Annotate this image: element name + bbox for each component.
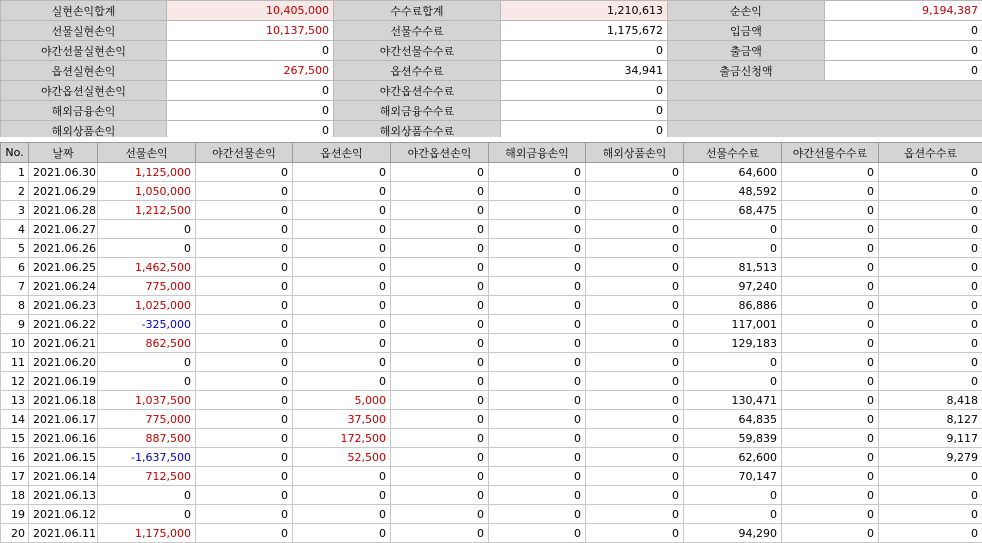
date-cell: 2021.06.25: [29, 258, 98, 277]
value-cell: 0: [782, 448, 879, 467]
row-number: 11: [1, 353, 29, 372]
value-cell: 0: [782, 220, 879, 239]
value-cell: 0: [879, 372, 982, 391]
value-cell: 0: [586, 505, 684, 524]
value-cell: 0: [879, 505, 982, 524]
value-cell: 0: [391, 410, 489, 429]
table-row[interactable]: [1, 258, 982, 277]
summary-value: 0: [825, 61, 982, 81]
column-header[interactable]: 옵션수수료: [879, 143, 982, 163]
date-cell: 2021.06.26: [29, 239, 98, 258]
value-cell: -1,637,500: [98, 448, 196, 467]
table-row[interactable]: [1, 353, 982, 372]
summary-value: 0: [825, 21, 982, 41]
summary-label: 해외금융수수료: [334, 101, 501, 121]
row-number: 5: [1, 239, 29, 258]
row-number: 19: [1, 505, 29, 524]
value-cell: 0: [196, 182, 293, 201]
summary-label: 선물실현손익: [1, 21, 167, 41]
value-cell: 0: [586, 296, 684, 315]
value-cell: 0: [782, 429, 879, 448]
value-cell: 0: [586, 220, 684, 239]
value-cell: 0: [196, 448, 293, 467]
value-cell: 0: [684, 505, 782, 524]
value-cell: 0: [489, 182, 586, 201]
table-row[interactable]: [1, 448, 982, 467]
value-cell: 0: [196, 486, 293, 505]
value-cell: 0: [586, 448, 684, 467]
table-row[interactable]: [1, 505, 982, 524]
value-cell: 0: [586, 163, 684, 182]
table-row[interactable]: [1, 429, 982, 448]
value-cell: 0: [196, 505, 293, 524]
value-cell: 70,147: [684, 467, 782, 486]
value-cell: 0: [489, 372, 586, 391]
value-cell: 0: [391, 201, 489, 220]
date-cell: 2021.06.20: [29, 353, 98, 372]
value-cell: 0: [293, 277, 391, 296]
summary-row: [1, 41, 982, 61]
value-cell: 0: [293, 220, 391, 239]
value-cell: 0: [879, 201, 982, 220]
date-cell: 2021.06.12: [29, 505, 98, 524]
value-cell: 0: [684, 353, 782, 372]
value-cell: 0: [782, 334, 879, 353]
value-cell: 8,418: [879, 391, 982, 410]
table-row[interactable]: [1, 182, 982, 201]
value-cell: 0: [489, 429, 586, 448]
value-cell: 0: [489, 296, 586, 315]
value-cell: 0: [586, 467, 684, 486]
value-cell: 0: [586, 353, 684, 372]
summary-label: 해외상품수수료: [334, 121, 501, 141]
value-cell: 0: [782, 315, 879, 334]
value-cell: 0: [489, 239, 586, 258]
value-cell: 0: [879, 277, 982, 296]
value-cell: 130,471: [684, 391, 782, 410]
summary-value: 1,210,613: [501, 1, 668, 21]
summary-label: 실현손익합계: [1, 1, 167, 21]
summary-value: 267,500: [167, 61, 334, 81]
summary-label: 야간선물수수료: [334, 41, 501, 61]
value-cell: 9,279: [879, 448, 982, 467]
value-cell: 1,462,500: [98, 258, 196, 277]
table-row[interactable]: [1, 410, 982, 429]
table-row[interactable]: [1, 163, 982, 182]
value-cell: 0: [586, 201, 684, 220]
date-cell: 2021.06.27: [29, 220, 98, 239]
value-cell: 0: [782, 258, 879, 277]
value-cell: 0: [489, 334, 586, 353]
value-cell: 0: [782, 486, 879, 505]
value-cell: 0: [293, 467, 391, 486]
value-cell: 0: [489, 467, 586, 486]
value-cell: 0: [196, 391, 293, 410]
date-cell: 2021.06.18: [29, 391, 98, 410]
date-cell: 2021.06.21: [29, 334, 98, 353]
value-cell: 0: [196, 163, 293, 182]
value-cell: 48,592: [684, 182, 782, 201]
summary-value: 0: [501, 41, 668, 61]
date-cell: 2021.06.22: [29, 315, 98, 334]
value-cell: 0: [391, 524, 489, 543]
value-cell: 0: [586, 372, 684, 391]
table-row[interactable]: [1, 486, 982, 505]
value-cell: 0: [293, 315, 391, 334]
row-number: 20: [1, 524, 29, 543]
value-cell: 0: [684, 372, 782, 391]
value-cell: 0: [196, 372, 293, 391]
value-cell: 117,001: [684, 315, 782, 334]
summary-empty-cell: [668, 101, 982, 121]
column-header[interactable]: 야간선물손익: [196, 143, 293, 163]
value-cell: 0: [391, 258, 489, 277]
value-cell: 172,500: [293, 429, 391, 448]
value-cell: 0: [196, 296, 293, 315]
row-number: 18: [1, 486, 29, 505]
summary-label: 해외상품손익: [1, 121, 167, 141]
value-cell: 0: [782, 467, 879, 486]
value-cell: 0: [293, 486, 391, 505]
row-number: 1: [1, 163, 29, 182]
value-cell: 0: [196, 410, 293, 429]
value-cell: 0: [879, 486, 982, 505]
summary-label: 입금액: [668, 21, 825, 41]
summary-row: [1, 21, 982, 41]
value-cell: 0: [391, 448, 489, 467]
value-cell: 0: [489, 220, 586, 239]
date-cell: 2021.06.19: [29, 372, 98, 391]
summary-value: 10,405,000: [167, 1, 334, 21]
table-row[interactable]: [1, 239, 982, 258]
value-cell: 129,183: [684, 334, 782, 353]
value-cell: 0: [489, 201, 586, 220]
value-cell: 0: [196, 524, 293, 543]
date-cell: 2021.06.13: [29, 486, 98, 505]
value-cell: 0: [98, 239, 196, 258]
row-number: 13: [1, 391, 29, 410]
summary-value: 0: [167, 101, 334, 121]
value-cell: 0: [391, 334, 489, 353]
value-cell: 0: [879, 467, 982, 486]
daily-pnl-table: [0, 142, 982, 543]
value-cell: 0: [293, 201, 391, 220]
value-cell: 0: [782, 277, 879, 296]
value-cell: 62,600: [684, 448, 782, 467]
value-cell: 0: [391, 467, 489, 486]
value-cell: 0: [98, 353, 196, 372]
value-cell: 0: [489, 524, 586, 543]
value-cell: 0: [586, 258, 684, 277]
value-cell: 0: [391, 239, 489, 258]
value-cell: 0: [782, 163, 879, 182]
value-cell: 775,000: [98, 410, 196, 429]
date-cell: 2021.06.28: [29, 201, 98, 220]
value-cell: 68,475: [684, 201, 782, 220]
value-cell: 64,600: [684, 163, 782, 182]
date-cell: 2021.06.11: [29, 524, 98, 543]
column-header[interactable]: 선물손익: [98, 143, 196, 163]
summary-value: 1,175,672: [501, 21, 668, 41]
summary-value: 0: [167, 41, 334, 61]
value-cell: 0: [391, 486, 489, 505]
row-number: 14: [1, 410, 29, 429]
value-cell: 0: [391, 353, 489, 372]
summary-row: [1, 101, 982, 121]
table-row[interactable]: [1, 372, 982, 391]
summary-value: 0: [501, 81, 668, 101]
row-number: 16: [1, 448, 29, 467]
value-cell: 94,290: [684, 524, 782, 543]
value-cell: 0: [879, 296, 982, 315]
value-cell: 0: [391, 505, 489, 524]
value-cell: 97,240: [684, 277, 782, 296]
row-number: 6: [1, 258, 29, 277]
value-cell: 0: [782, 239, 879, 258]
row-number: 7: [1, 277, 29, 296]
column-header[interactable]: 해외상품손익: [586, 143, 684, 163]
value-cell: 0: [489, 448, 586, 467]
value-cell: 81,513: [684, 258, 782, 277]
summary-label: 선물수수료: [334, 21, 501, 41]
summary-value: 10,137,500: [167, 21, 334, 41]
value-cell: 0: [391, 220, 489, 239]
column-header[interactable]: 선물수수료: [684, 143, 782, 163]
value-cell: 0: [879, 163, 982, 182]
value-cell: 1,037,500: [98, 391, 196, 410]
row-number: 15: [1, 429, 29, 448]
value-cell: 0: [489, 391, 586, 410]
summary-table: [0, 0, 982, 141]
value-cell: 0: [782, 201, 879, 220]
value-cell: 0: [782, 505, 879, 524]
value-cell: 0: [489, 486, 586, 505]
value-cell: 5,000: [293, 391, 391, 410]
summary-value: 0: [501, 101, 668, 121]
summary-label: 출금신청액: [668, 61, 825, 81]
column-header[interactable]: No.: [1, 143, 29, 163]
summary-label: 야간옵션실현손익: [1, 81, 167, 101]
value-cell: 0: [489, 163, 586, 182]
value-cell: 37,500: [293, 410, 391, 429]
summary-empty-cell: [668, 81, 982, 101]
value-cell: 0: [782, 353, 879, 372]
table-row[interactable]: [1, 277, 982, 296]
value-cell: 0: [196, 258, 293, 277]
value-cell: 0: [782, 372, 879, 391]
column-header[interactable]: 해외금융손익: [489, 143, 586, 163]
value-cell: 0: [196, 467, 293, 486]
value-cell: 1,025,000: [98, 296, 196, 315]
column-header[interactable]: 야간선물수수료: [782, 143, 879, 163]
date-cell: 2021.06.14: [29, 467, 98, 486]
summary-value: 0: [167, 81, 334, 101]
row-number: 8: [1, 296, 29, 315]
value-cell: 0: [391, 296, 489, 315]
value-cell: 0: [879, 182, 982, 201]
value-cell: 0: [196, 429, 293, 448]
value-cell: 0: [879, 315, 982, 334]
table-row[interactable]: [1, 315, 982, 334]
value-cell: 0: [391, 315, 489, 334]
value-cell: 0: [391, 391, 489, 410]
table-row[interactable]: [1, 201, 982, 220]
value-cell: 0: [586, 315, 684, 334]
row-number: 9: [1, 315, 29, 334]
row-number: 3: [1, 201, 29, 220]
row-number: 4: [1, 220, 29, 239]
value-cell: 0: [879, 524, 982, 543]
value-cell: 0: [879, 239, 982, 258]
date-cell: 2021.06.15: [29, 448, 98, 467]
value-cell: 9,117: [879, 429, 982, 448]
summary-label: 야간옵션수수료: [334, 81, 501, 101]
value-cell: 0: [586, 277, 684, 296]
summary-row: [1, 81, 982, 101]
value-cell: 0: [293, 505, 391, 524]
value-cell: 0: [98, 372, 196, 391]
value-cell: 0: [196, 239, 293, 258]
value-cell: 0: [196, 334, 293, 353]
value-cell: 0: [293, 182, 391, 201]
value-cell: 0: [98, 505, 196, 524]
summary-label: 옵션실현손익: [1, 61, 167, 81]
value-cell: 0: [293, 524, 391, 543]
value-cell: 775,000: [98, 277, 196, 296]
date-cell: 2021.06.17: [29, 410, 98, 429]
table-row[interactable]: [1, 296, 982, 315]
table-row[interactable]: [1, 391, 982, 410]
row-number: 10: [1, 334, 29, 353]
summary-value: 34,941: [501, 61, 668, 81]
value-cell: 0: [782, 410, 879, 429]
value-cell: 0: [293, 353, 391, 372]
value-cell: 0: [196, 220, 293, 239]
value-cell: 86,886: [684, 296, 782, 315]
summary-row: [1, 1, 982, 21]
date-cell: 2021.06.24: [29, 277, 98, 296]
value-cell: 887,500: [98, 429, 196, 448]
value-cell: 0: [684, 239, 782, 258]
value-cell: 0: [196, 277, 293, 296]
value-cell: 0: [782, 524, 879, 543]
summary-label: 해외금융손익: [1, 101, 167, 121]
value-cell: 0: [391, 163, 489, 182]
value-cell: 0: [586, 391, 684, 410]
value-cell: 0: [98, 220, 196, 239]
value-cell: 0: [293, 239, 391, 258]
value-cell: 64,835: [684, 410, 782, 429]
column-header[interactable]: 날짜: [29, 143, 98, 163]
value-cell: 862,500: [98, 334, 196, 353]
summary-label: 순손익: [668, 1, 825, 21]
value-cell: 0: [489, 353, 586, 372]
value-cell: 0: [586, 429, 684, 448]
row-number: 17: [1, 467, 29, 486]
summary-label: 수수료합계: [334, 1, 501, 21]
column-header[interactable]: 야간옵션손익: [391, 143, 489, 163]
value-cell: 0: [489, 258, 586, 277]
value-cell: 1,125,000: [98, 163, 196, 182]
value-cell: 0: [586, 334, 684, 353]
summary-value: 0: [167, 121, 334, 141]
summary-value: 9,194,387: [825, 1, 982, 21]
value-cell: 59,839: [684, 429, 782, 448]
value-cell: 0: [586, 486, 684, 505]
value-cell: 52,500: [293, 448, 391, 467]
date-cell: 2021.06.30: [29, 163, 98, 182]
value-cell: 0: [391, 372, 489, 391]
value-cell: 0: [293, 296, 391, 315]
summary-value: 0: [501, 121, 668, 141]
value-cell: 0: [879, 258, 982, 277]
value-cell: 0: [293, 258, 391, 277]
value-cell: 0: [782, 182, 879, 201]
value-cell: -325,000: [98, 315, 196, 334]
value-cell: 0: [293, 372, 391, 391]
value-cell: 0: [879, 353, 982, 372]
summary-label: 출금액: [668, 41, 825, 61]
value-cell: 0: [293, 334, 391, 353]
summary-value: 0: [825, 41, 982, 61]
table-row[interactable]: [1, 467, 982, 486]
table-row[interactable]: [1, 334, 982, 353]
value-cell: 0: [684, 486, 782, 505]
value-cell: 0: [879, 220, 982, 239]
value-cell: 1,175,000: [98, 524, 196, 543]
value-cell: 0: [489, 410, 586, 429]
value-cell: 1,212,500: [98, 201, 196, 220]
value-cell: 0: [98, 486, 196, 505]
table-header-row: [1, 143, 982, 163]
column-header[interactable]: 옵션손익: [293, 143, 391, 163]
value-cell: 0: [586, 410, 684, 429]
value-cell: 0: [586, 239, 684, 258]
table-row[interactable]: [1, 524, 982, 543]
value-cell: 8,127: [879, 410, 982, 429]
value-cell: 0: [196, 353, 293, 372]
value-cell: 0: [391, 429, 489, 448]
date-cell: 2021.06.29: [29, 182, 98, 201]
value-cell: 0: [293, 163, 391, 182]
date-cell: 2021.06.16: [29, 429, 98, 448]
value-cell: 0: [586, 182, 684, 201]
row-number: 12: [1, 372, 29, 391]
value-cell: 0: [879, 334, 982, 353]
value-cell: 0: [196, 315, 293, 334]
value-cell: 712,500: [98, 467, 196, 486]
value-cell: 0: [782, 391, 879, 410]
summary-row: [1, 61, 982, 81]
value-cell: 0: [196, 201, 293, 220]
row-number: 2: [1, 182, 29, 201]
value-cell: 0: [782, 296, 879, 315]
value-cell: 0: [684, 220, 782, 239]
table-row[interactable]: [1, 220, 982, 239]
value-cell: 0: [489, 505, 586, 524]
value-cell: 0: [489, 277, 586, 296]
summary-label: 야간선물실현손익: [1, 41, 167, 61]
value-cell: 0: [391, 277, 489, 296]
value-cell: 1,050,000: [98, 182, 196, 201]
value-cell: 0: [586, 524, 684, 543]
date-cell: 2021.06.23: [29, 296, 98, 315]
summary-label: 옵션수수료: [334, 61, 501, 81]
value-cell: 0: [391, 182, 489, 201]
value-cell: 0: [489, 315, 586, 334]
